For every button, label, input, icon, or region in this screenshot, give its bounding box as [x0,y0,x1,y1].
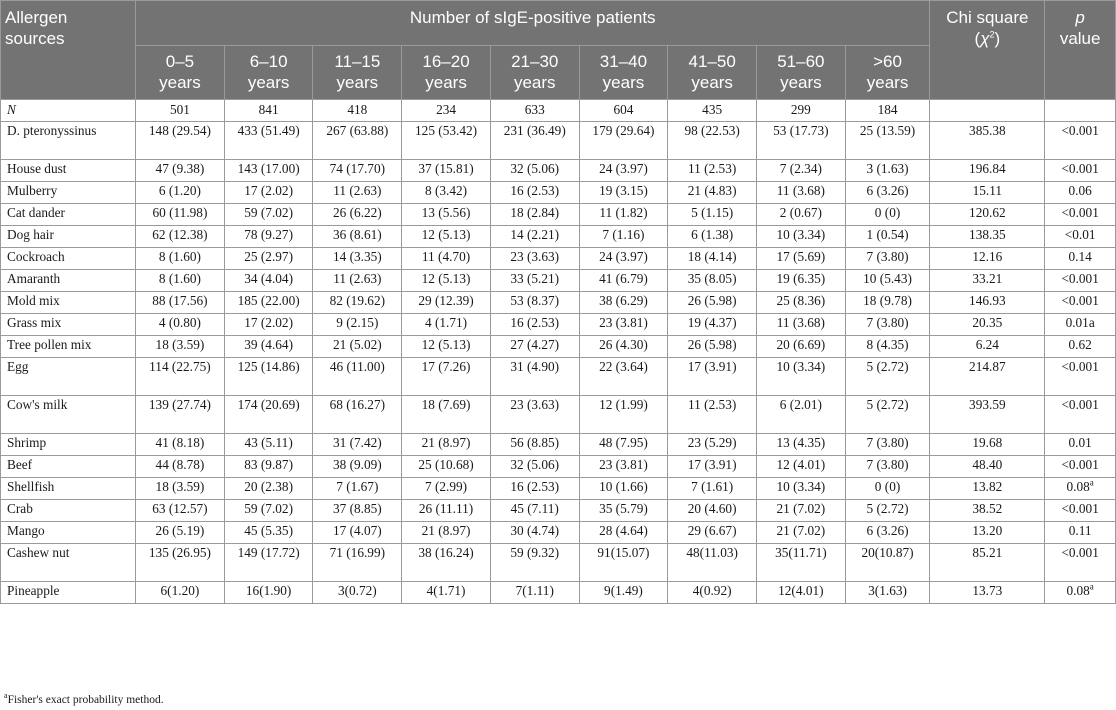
table-row [1,434,1116,456]
count-cell: 7 (2.34) [757,160,846,182]
count-cell: 19 (3.15) [579,182,668,204]
row-label: Cockroach [1,248,136,270]
count-cell: 53 (8.37) [490,292,579,314]
chi-cell: 38.52 [930,500,1045,522]
row-label: Mango [1,522,136,544]
empty-cell [930,100,1045,122]
count-cell: 18 (3.59) [136,336,225,358]
chi-cell: 12.16 [930,248,1045,270]
count-cell: 78 (9.27) [224,226,313,248]
count-cell: 185 (22.00) [224,292,313,314]
p-cell: 0.01 [1045,434,1116,456]
count-cell: 17 (3.91) [668,456,757,478]
n-cell: 841 [224,100,313,122]
count-cell: 82 (19.62) [313,292,402,314]
count-cell: 3 (1.63) [845,160,930,182]
count-cell: 7 (3.80) [845,456,930,478]
count-cell: 33 (5.21) [490,270,579,292]
count-cell: 6 (3.26) [845,522,930,544]
count-cell: 24 (3.97) [579,160,668,182]
table-header [1,1,1116,100]
count-cell: 25 (13.59) [845,122,930,160]
chi-square-header: Chi square $(\chi^2)$ [930,1,1045,100]
row-label: D. pteronyssinus [1,122,136,160]
count-cell: 37 (8.85) [313,500,402,522]
count-cell: 149 (17.72) [224,544,313,582]
count-cell: 23 (3.81) [579,314,668,336]
count-cell: 231 (36.49) [490,122,579,160]
count-cell: 11 (4.70) [402,248,491,270]
p-value-header: p value [1045,1,1116,100]
count-cell: 53 (17.73) [757,122,846,160]
row-label: Amaranth [1,270,136,292]
count-cell: 18 (9.78) [845,292,930,314]
count-cell: 62 (12.38) [136,226,225,248]
count-cell: 24 (3.97) [579,248,668,270]
chi-cell: 6.24 [930,336,1045,358]
count-cell: 68 (16.27) [313,396,402,434]
count-cell: 16 (2.53) [490,478,579,500]
count-cell: 26 (11.11) [402,500,491,522]
age-group-header: 16–20 years [402,46,491,100]
count-cell: 59 (7.02) [224,204,313,226]
n-cell: 435 [668,100,757,122]
table-row [1,270,1116,292]
table-row [1,336,1116,358]
p-cell: <0.01 [1045,226,1116,248]
count-cell: 7 (1.16) [579,226,668,248]
count-cell: 5 (2.72) [845,396,930,434]
count-cell: 125 (14.86) [224,358,313,396]
row-label: Mold mix [1,292,136,314]
count-cell: 16 (2.53) [490,314,579,336]
table-row [1,500,1116,522]
count-cell: 13 (5.56) [402,204,491,226]
count-cell: 21 (8.97) [402,434,491,456]
count-cell: 45 (5.35) [224,522,313,544]
chi-cell: 138.35 [930,226,1045,248]
count-cell: 18 (3.59) [136,478,225,500]
count-cell: 26 (6.22) [313,204,402,226]
count-cell: 6 (1.38) [668,226,757,248]
chi-cell: 33.21 [930,270,1045,292]
count-cell: 46 (11.00) [313,358,402,396]
row-label: House dust [1,160,136,182]
p-cell: 0.11 [1045,522,1116,544]
count-cell: 14 (2.21) [490,226,579,248]
count-cell: 19 (4.37) [668,314,757,336]
count-cell: 11 (2.53) [668,396,757,434]
count-cell: 11 (3.68) [757,182,846,204]
table-row [1,292,1116,314]
count-cell: 11 (2.53) [668,160,757,182]
count-cell: 32 (5.06) [490,160,579,182]
count-cell: 25 (2.97) [224,248,313,270]
count-cell: 48(11.03) [668,544,757,582]
table-row [1,122,1116,160]
chi-cell: 385.38 [930,122,1045,160]
count-cell: 9 (2.15) [313,314,402,336]
count-cell: 20 (4.60) [668,500,757,522]
count-cell: 38 (9.09) [313,456,402,478]
table-row [1,160,1116,182]
count-cell: 10 (3.34) [757,226,846,248]
chi-cell: 85.21 [930,544,1045,582]
table-row [1,522,1116,544]
row-label: Cashew nut [1,544,136,582]
count-cell: 21 (5.02) [313,336,402,358]
count-cell: 7 (3.80) [845,248,930,270]
count-cell: 20(10.87) [845,544,930,582]
count-cell: 18 (2.84) [490,204,579,226]
count-cell: 44 (8.78) [136,456,225,478]
count-cell: 6 (1.20) [136,182,225,204]
count-cell: 114 (22.75) [136,358,225,396]
n-cell: 604 [579,100,668,122]
chi-cell: 120.62 [930,204,1045,226]
count-cell: 34 (4.04) [224,270,313,292]
count-cell: 41 (6.79) [579,270,668,292]
count-cell: 25 (8.36) [757,292,846,314]
count-cell: 18 (4.14) [668,248,757,270]
p-cell: <0.001 [1045,396,1116,434]
count-cell: 148 (29.54) [136,122,225,160]
age-group-header: 51–60 years [757,46,846,100]
table-row [1,582,1116,604]
row-label: Cat dander [1,204,136,226]
n-cell: 633 [490,100,579,122]
count-cell: 48 (7.95) [579,434,668,456]
count-cell: 35 (8.05) [668,270,757,292]
age-group-header: 41–50 years [668,46,757,100]
p-cell: 0.08$^a$ [1045,582,1116,604]
n-cell: 418 [313,100,402,122]
count-cell: 30 (4.74) [490,522,579,544]
count-cell: 31 (4.90) [490,358,579,396]
count-cell: 7(1.11) [490,582,579,604]
count-cell: 26 (4.30) [579,336,668,358]
count-cell: 0 (0) [845,478,930,500]
count-cell: 29 (12.39) [402,292,491,314]
count-cell: 12 (1.99) [579,396,668,434]
allergen-sources-header: Allergen sources [1,1,136,100]
count-cell: 7 (3.80) [845,314,930,336]
chi-cell: 13.82 [930,478,1045,500]
p-cell: 0.06 [1045,182,1116,204]
group-header: Number of sIgE-positive patients [136,1,930,46]
age-group-header: 31–40 years [579,46,668,100]
count-cell: 12 (4.01) [757,456,846,478]
count-cell: 125 (53.42) [402,122,491,160]
count-cell: 14 (3.35) [313,248,402,270]
chi-cell: 146.93 [930,292,1045,314]
count-cell: 16(1.90) [224,582,313,604]
count-cell: 8 (1.60) [136,270,225,292]
row-label: Shellfish [1,478,136,500]
count-cell: 139 (27.74) [136,396,225,434]
age-group-header: >60 years [845,46,930,100]
count-cell: 59 (9.32) [490,544,579,582]
count-cell: 19 (6.35) [757,270,846,292]
row-label: Grass mix [1,314,136,336]
count-cell: 38 (6.29) [579,292,668,314]
n-row [1,100,1116,122]
chi-cell: 393.59 [930,396,1045,434]
count-cell: 74 (17.70) [313,160,402,182]
n-cell: 299 [757,100,846,122]
count-cell: 1 (0.54) [845,226,930,248]
count-cell: 4(0.92) [668,582,757,604]
count-cell: 10 (1.66) [579,478,668,500]
count-cell: 8 (1.60) [136,248,225,270]
p-cell: <0.001 [1045,292,1116,314]
chi-cell: 15.11 [930,182,1045,204]
count-cell: 71 (16.99) [313,544,402,582]
count-cell: 135 (26.95) [136,544,225,582]
count-cell: 2 (0.67) [757,204,846,226]
count-cell: 7 (3.80) [845,434,930,456]
count-cell: 35 (5.79) [579,500,668,522]
count-cell: 91(15.07) [579,544,668,582]
count-cell: 6 (2.01) [757,396,846,434]
count-cell: 21 (4.83) [668,182,757,204]
p-cell: 0.62 [1045,336,1116,358]
count-cell: 17 (4.07) [313,522,402,544]
count-cell: 26 (5.98) [668,336,757,358]
p-cell: <0.001 [1045,160,1116,182]
count-cell: 10 (3.34) [757,358,846,396]
n-cell: 184 [845,100,930,122]
chi-cell: 19.68 [930,434,1045,456]
chi-cell: 214.87 [930,358,1045,396]
count-cell: 88 (17.56) [136,292,225,314]
count-cell: 35(11.71) [757,544,846,582]
count-cell: 23 (3.81) [579,456,668,478]
count-cell: 47 (9.38) [136,160,225,182]
table-row [1,248,1116,270]
count-cell: 6(1.20) [136,582,225,604]
count-cell: 11 (1.82) [579,204,668,226]
count-cell: 83 (9.87) [224,456,313,478]
chi-cell: 20.35 [930,314,1045,336]
p-cell: 0.08$^a$ [1045,478,1116,500]
table-row [1,456,1116,478]
count-cell: 25 (10.68) [402,456,491,478]
row-label: Pineapple [1,582,136,604]
count-cell: 8 (3.42) [402,182,491,204]
p-cell: 0.14 [1045,248,1116,270]
chi-cell: 13.20 [930,522,1045,544]
count-cell: 31 (7.42) [313,434,402,456]
table-row [1,544,1116,582]
count-cell: 98 (22.53) [668,122,757,160]
count-cell: 433 (51.49) [224,122,313,160]
count-cell: 17 (5.69) [757,248,846,270]
n-cell: 234 [402,100,491,122]
count-cell: 32 (5.06) [490,456,579,478]
count-cell: 4(1.71) [402,582,491,604]
count-cell: 43 (5.11) [224,434,313,456]
table-row [1,358,1116,396]
count-cell: 12 (5.13) [402,226,491,248]
count-cell: 7 (1.61) [668,478,757,500]
p-cell: <0.001 [1045,122,1116,160]
count-cell: 18 (7.69) [402,396,491,434]
row-label: Egg [1,358,136,396]
row-label: Mulberry [1,182,136,204]
count-cell: 9(1.49) [579,582,668,604]
count-cell: 26 (5.98) [668,292,757,314]
count-cell: 11 (3.68) [757,314,846,336]
row-label: Beef [1,456,136,478]
table-body [1,100,1116,604]
chi-cell: 196.84 [930,160,1045,182]
chi-cell: 48.40 [930,456,1045,478]
count-cell: 0 (0) [845,204,930,226]
table-row [1,226,1116,248]
count-cell: 22 (3.64) [579,358,668,396]
count-cell: 267 (63.88) [313,122,402,160]
row-label: N [1,100,136,122]
p-cell: <0.001 [1045,204,1116,226]
count-cell: 37 (15.81) [402,160,491,182]
count-cell: 17 (2.02) [224,182,313,204]
count-cell: 3(0.72) [313,582,402,604]
count-cell: 5 (1.15) [668,204,757,226]
count-cell: 23 (3.63) [490,248,579,270]
p-cell: <0.001 [1045,456,1116,478]
count-cell: 179 (29.64) [579,122,668,160]
count-cell: 63 (12.57) [136,500,225,522]
count-cell: 8 (4.35) [845,336,930,358]
count-cell: 3(1.63) [845,582,930,604]
count-cell: 6 (3.26) [845,182,930,204]
count-cell: 27 (4.27) [490,336,579,358]
table-row [1,478,1116,500]
count-cell: 23 (5.29) [668,434,757,456]
count-cell: 5 (2.72) [845,500,930,522]
count-cell: 17 (7.26) [402,358,491,396]
row-label: Tree pollen mix [1,336,136,358]
n-cell: 501 [136,100,225,122]
row-label: Cow's milk [1,396,136,434]
count-cell: 4 (1.71) [402,314,491,336]
count-cell: 20 (6.69) [757,336,846,358]
count-cell: 56 (8.85) [490,434,579,456]
count-cell: 41 (8.18) [136,434,225,456]
table-row [1,396,1116,434]
count-cell: 4 (0.80) [136,314,225,336]
count-cell: 174 (20.69) [224,396,313,434]
p-cell: <0.001 [1045,270,1116,292]
count-cell: 36 (8.61) [313,226,402,248]
p-cell: <0.001 [1045,358,1116,396]
count-cell: 29 (6.67) [668,522,757,544]
count-cell: 45 (7.11) [490,500,579,522]
footnote: $^a$Fisher's exact probability method. [4,691,164,706]
count-cell: 12 (5.13) [402,270,491,292]
count-cell: 38 (16.24) [402,544,491,582]
count-cell: 7 (1.67) [313,478,402,500]
count-cell: 39 (4.64) [224,336,313,358]
count-cell: 7 (2.99) [402,478,491,500]
count-cell: 143 (17.00) [224,160,313,182]
table-row [1,182,1116,204]
p-cell: <0.001 [1045,544,1116,582]
count-cell: 60 (11.98) [136,204,225,226]
p-cell: 0.01a [1045,314,1116,336]
count-cell: 5 (2.72) [845,358,930,396]
count-cell: 12(4.01) [757,582,846,604]
count-cell: 12 (5.13) [402,336,491,358]
count-cell: 11 (2.63) [313,182,402,204]
empty-cell [1045,100,1116,122]
p-cell: <0.001 [1045,500,1116,522]
age-group-header: 6–10 years [224,46,313,100]
age-group-header: 11–15 years [313,46,402,100]
count-cell: 20 (2.38) [224,478,313,500]
count-cell: 13 (4.35) [757,434,846,456]
count-cell: 16 (2.53) [490,182,579,204]
age-group-header: 0–5 years [136,46,225,100]
count-cell: 10 (5.43) [845,270,930,292]
count-cell: 21 (7.02) [757,500,846,522]
table-row [1,314,1116,336]
count-cell: 21 (8.97) [402,522,491,544]
count-cell: 11 (2.63) [313,270,402,292]
count-cell: 10 (3.34) [757,478,846,500]
count-cell: 28 (4.64) [579,522,668,544]
count-cell: 21 (7.02) [757,522,846,544]
count-cell: 26 (5.19) [136,522,225,544]
count-cell: 17 (2.02) [224,314,313,336]
table-row [1,204,1116,226]
row-label: Dog hair [1,226,136,248]
age-group-header: 21–30 years [490,46,579,100]
row-label: Crab [1,500,136,522]
chi-cell: 13.73 [930,582,1045,604]
count-cell: 17 (3.91) [668,358,757,396]
count-cell: 59 (7.02) [224,500,313,522]
row-label: Shrimp [1,434,136,456]
count-cell: 23 (3.63) [490,396,579,434]
